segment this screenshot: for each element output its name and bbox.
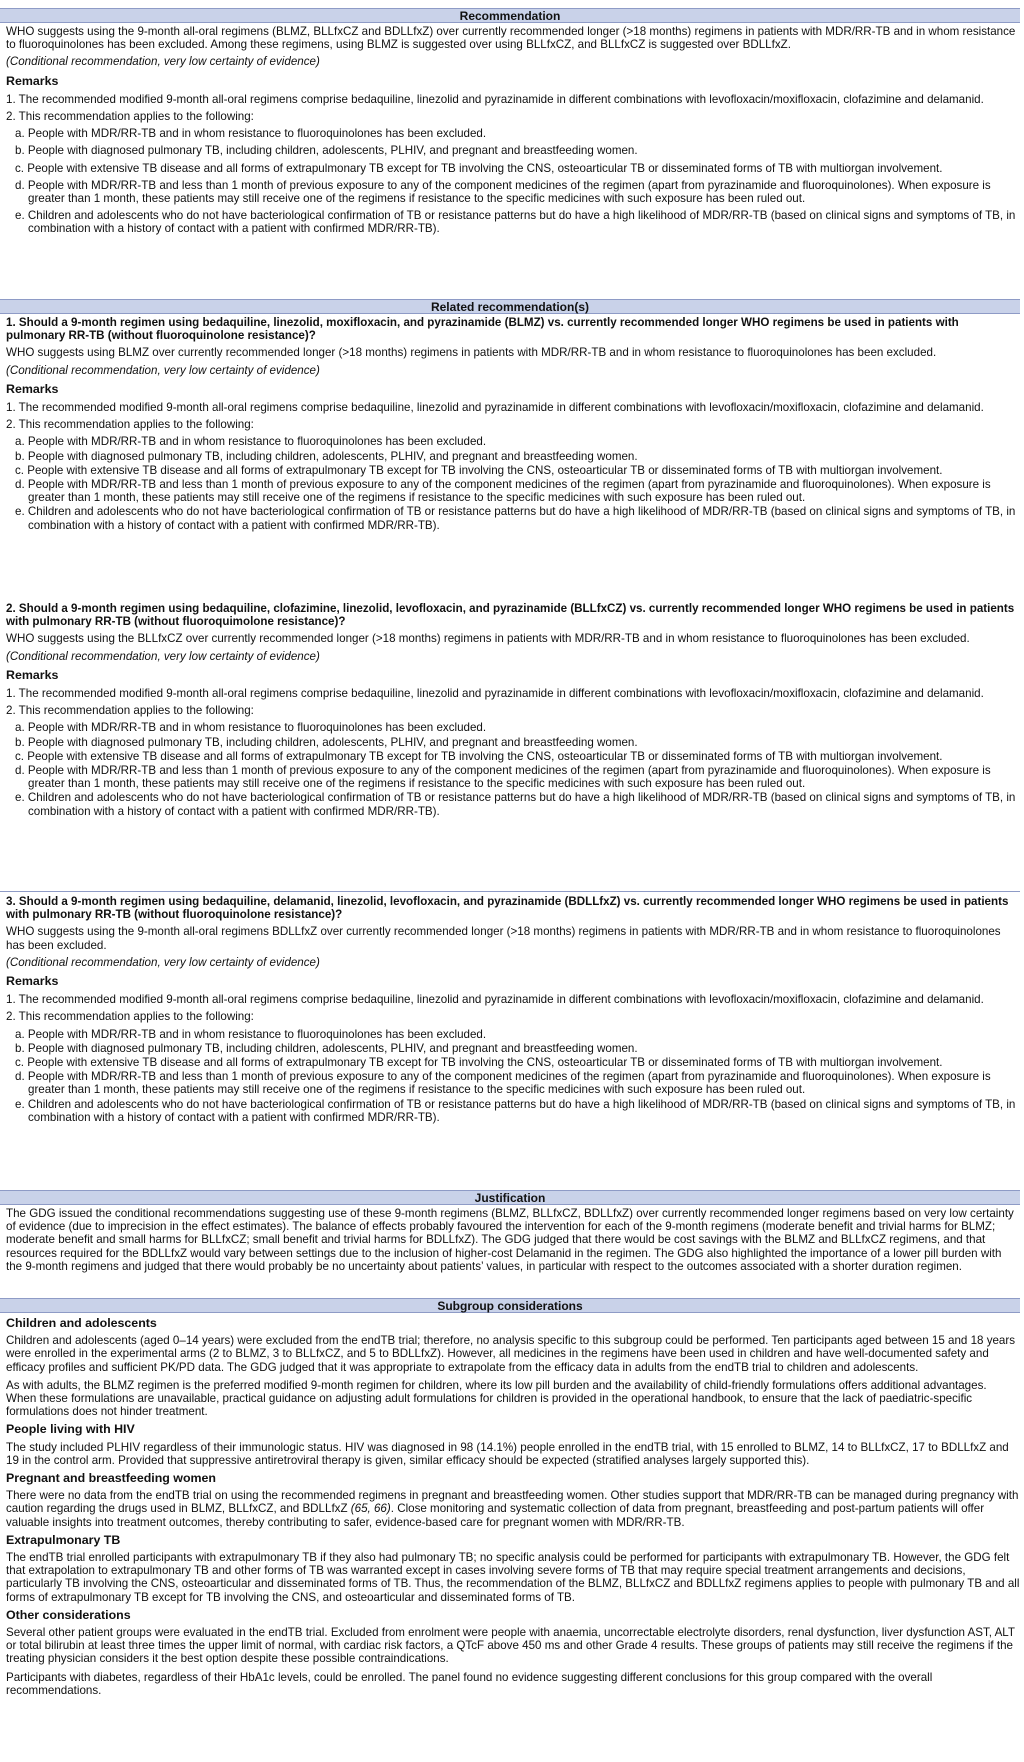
related-q2-block [0,602,1020,819]
related-q2-question: 2. Should a 9-month regimen using bedaquiline, clofazimine, linezolid, levofloxacin, and pyrazinamide (BLLfxCZ) vs. currently recommended longer WHO regimens be used in patients with pulmonary RR-TB (without fluoroquimolone resistance)? [6,602,1015,629]
related-q2-remark-1: 1. The recommended modified 9-month all-oral regimens comprise bedaquiline, linezolid and pyrazinamide in different combinations with levofloxacin/moxifloxacin, clofazimine and delamanid. [6,687,984,701]
subgroup-other-p1: Several other patient groups were evaluated in the endTB trial. Excluded from enrolment were people with anaemia, uncorrectable electrolyte disorders, renal dysfunction, liver dysfunction AST, ALT or total bilirubin at least three times the upper limit of normal, with cardiac risk factors, a QTcF above 450 ms and other Grade 4 results. These groups of patients may still receive the regimens if the treating physician considers it the best option despite these possible contraindications. [6,1626,1015,1666]
justification-text: The GDG issued the conditional recommendations suggesting use of these 9-month regimens (BLMZ, BLLfxCZ, BDLLfxZ) over currently recommended longer regimens based on very low certainty of evidence (due to imprecision in the effect estimates). The balance of effects probably favoured the intervention for each of the 9-month regimens (moderate benefit and trivial harms for BLMZ; moderate benefit and small harms for BLLfxCZ; small benefit and trivial harms for BDLLfxZ). The GDG judged that there would be cost savings with the BLMZ and BLLfxCZ regimens, and that resources required for the BDLLfxZ would vary between settings due to the inclusion of higher-cost Delamanid in the regimen. The GDG also highlighted the importance of a lower pill burden with the 9-month regimens and judged that there would probably be no uncertainty about patients’ values, in particular with respect to the outcomes associated with a shorter duration regimen. [6,1207,1014,1273]
recommendation-remarks-title: Remarks [6,73,59,88]
related-header: Related recommendation(s) [0,299,1020,314]
recommendation-item-c: c. People with extensive TB disease and all forms of extrapulmonary TB except for TB involving the CNS, osteoarticular TB or disseminated forms of TB with multiorgan involvement. [15,161,943,175]
related-q3-remark-1: 1. The recommended modified 9-month all-oral regimens comprise bedaquiline, linezolid and pyrazinamide in different combinations with levofloxacin/moxifloxacin, clofazimine and delamanid. [6,993,984,1007]
subgroup-hiv-title: People living with HIV [6,1422,135,1437]
related-q3-item-a: a. People with MDR/RR-TB and in whom resistance to fluoroquinolones has been excluded. [15,1027,487,1041]
related-q1-item-a: a. People with MDR/RR-TB and in whom resistance to fluoroquinolones has been excluded. [15,435,487,449]
related-q1-item-d: d. People with MDR/RR-TB and less than 1 month of previous exposure to any of the component medicines of the regimen (apart from pyrazinamide and fluoroquinolones). When exposure is greater than 1 month, these patients may still receive one of the regimens if resistance to the specific medicines with such exposure has been ruled out. [15,478,991,505]
related-q1-block [0,316,1020,533]
related-q3-remarks-title: Remarks [6,974,59,989]
related-q3-block [0,895,1020,1125]
related-q2-strength: (Conditional recommendation, very low certainty of evidence) [6,649,320,663]
related-q2-item-c: c. People with extensive TB disease and all forms of extrapulmonary TB except for TB involving the CNS, osteoarticular TB or disseminated forms of TB with multiorgan involvement. [15,749,943,763]
related-q1-text: WHO suggests using BLMZ over currently recommended longer (>18 months) regimens in patients with MDR/RR-TB and in whom resistance to fluoroquinolones has been excluded. [6,346,937,360]
subgroup-header: Subgroup considerations [0,1298,1020,1313]
recommendation-item-b: b. People with diagnosed pulmonary TB, including children, adolescents, PLHIV, and pregnant and breastfeeding women. [15,144,638,158]
subgroup-block [0,1314,1020,1701]
related-q3-text: WHO suggests using the 9-month all-oral regimens BDLLfxZ over currently recommended longer (>18 months) regimens in patients with MDR/RR-TB and in whom resistance to fluoroquinolones has been excluded. [6,925,1001,952]
subgroup-extrapulmonary-p1: The endTB trial enrolled participants with extrapulmonary TB if they also had pulmonary TB; no specific analysis could be performed for participants with extrapulmonary TB. However, the GDG felt that extrapolation to extrapulmonary TB and other forms of TB was warranted except in cases involving severe forms of TB that may require special treatment arrangements and decisions, particularly TB involving the CNS, osteoarticular and disseminated forms of TB. Thus, the recommendation of the BLMZ, BLLfxCZ and BDLLfxZ regimens applies to people with pulmonary TB and all forms of extrapulmonary TB except for TB involving the CNS, and osteoarticular and disseminated forms of TB. [6,1551,1020,1604]
subgroup-other-title: Other considerations [6,1607,131,1622]
related-q1-item-b: b. People with diagnosed pulmonary TB, including children, adolescents, PLHIV, and pregnant and breastfeeding women. [15,449,638,463]
subgroup-extrapulmonary-title: Extrapulmonary TB [6,1532,121,1547]
subgroup-children-title: Children and adolescents [6,1316,157,1330]
related-q2-item-e: e. Children and adolescents who do not have bacteriological confirmation of TB or resistance patterns but do have a high likelihood of MDR/RR-TB (based on clinical signs and symptoms of TB, in combination with a history of contact with a patient with confirmed MDR/RR-TB). [15,791,1016,818]
related-q1-item-c: c. People with extensive TB disease and all forms of extrapulmonary TB except for TB involving the CNS, osteoarticular TB or disseminated forms of TB with multiorgan involvement. [15,463,943,477]
related-q2-item-a: a. People with MDR/RR-TB and in whom resistance to fluoroquinolones has been excluded. [15,721,487,735]
recommendation-item-a: a. People with MDR/RR-TB and in whom resistance to fluoroquinolones has been excluded. [15,127,487,141]
related-q3-remark-2: 2. This recommendation applies to the following: [6,1010,254,1024]
recommendation-remark-1: 1. The recommended modified 9-month all-oral regimens comprise bedaquiline, linezolid and pyrazinamide in different combinations with levofloxacin/moxifloxacin, clofazimine and delamanid. [6,92,984,106]
pregnant-citation: (65, 66) [350,1502,391,1516]
subgroup-other-p2: Participants with diabetes, regardless of their HbA1c levels, could be enrolled. The panel found no evidence suggesting different conclusions for this group compared with the overall recommendations. [6,1670,933,1697]
related-q2-remarks-title: Remarks [6,667,59,682]
related-q3-question: 3. Should a 9-month regimen using bedaquiline, delamanid, linezolid, levofloxacin, and pyrazinamide (BDLLfxZ) vs. currently recommended longer WHO regimens be used in patients with pulmonary RR-TB (without fluoroquinolone resistance)? [6,895,1009,922]
related-q1-remark-1: 1. The recommended modified 9-month all-oral regimens comprise bedaquiline, linezolid and pyrazinamide in different combinations with levofloxacin/moxifloxacin, clofazimine and delamanid. [6,401,984,415]
related-q3-item-e: e. Children and adolescents who do not have bacteriological confirmation of TB or resistance patterns but do have a high likelihood of MDR/RR-TB (based on clinical signs and symptoms of TB, in combination with a history of contact with a patient with confirmed MDR/RR-TB). [15,1097,1016,1124]
recommendation-text: WHO suggests using the 9-month all-oral regimens (BLMZ, BLLfxCZ and BDLLfxZ) over currently recommended longer (>18 months) regimens in patients with MDR/RR-TB and in whom resistance to fluoroquinolones has been excluded. Among these regimens, using BLMZ is suggested over using BLLfxCZ, and BLLfxCZ is suggested over BDLLfxZ. [6,25,1016,52]
related-q3-item-b: b. People with diagnosed pulmonary TB, including children, adolescents, PLHIV, and pregnant and breastfeeding women. [15,1041,638,1055]
question-divider [0,891,1020,892]
justification-header: Justification [0,1190,1020,1205]
recommendation-item-e: e. Children and adolescents who do not have bacteriological confirmation of TB or resistance patterns but do have a high likelihood of MDR/RR-TB (based on clinical signs and symptoms of TB, in combination with a history of contact with a patient with confirmed MDR/RR-TB). [15,209,1016,236]
related-q1-remarks-title: Remarks [6,381,59,396]
related-q2-item-b: b. People with diagnosed pulmonary TB, including children, adolescents, PLHIV, and pregnant and breastfeeding women. [15,735,638,749]
recommendation-strength: (Conditional recommendation, very low certainty of evidence) [6,55,320,69]
related-q3-item-c: c. People with extensive TB disease and all forms of extrapulmonary TB except for TB involving the CNS, osteoarticular TB or disseminated forms of TB with multiorgan involvement. [15,1056,943,1070]
related-q2-item-d: d. People with MDR/RR-TB and less than 1 month of previous exposure to any of the component medicines of the regimen (apart from pyrazinamide and fluoroquinolones). When exposure is greater than 1 month, these patients may still receive one of the regimens if resistance to the specific medicines with such exposure has been ruled out. [15,764,991,791]
recommendation-block [0,25,1020,240]
pregnant-text-after: . Close monitoring and systematic collection of data from pregnant, breastfeeding and post-partum patients will offer valuable insights into treatment outcomes, thereby contributing to safer, evidence-based care for pregnant women with MDR/RR-TB. [6,1502,985,1529]
related-q3-item-d: d. People with MDR/RR-TB and less than 1 month of previous exposure to any of the component medicines of the regimen (apart from pyrazinamide and fluoroquinolones). When exposure is greater than 1 month, these patients may still receive one of the regimens if resistance to the specific medicines with such exposure has been ruled out. [15,1070,991,1097]
related-q3-strength: (Conditional recommendation, very low certainty of evidence) [6,955,320,969]
related-q2-remark-2: 2. This recommendation applies to the following: [6,704,254,718]
recommendation-remark-2: 2. This recommendation applies to the following: [6,110,254,124]
related-q1-remark-2: 2. This recommendation applies to the following: [6,418,254,432]
subgroup-children-p2: As with adults, the BLMZ regimen is the preferred modified 9-month regimen for children, where its low pill burden and the availability of child-friendly formulations offers additional advantages. When these formulations are unavailable, practical guidance on adjusting adult formulations for children is provided in the operational handbook, to ensure that the lack of paediatric-specific formulations does not hinder treatment. [6,1378,987,1419]
recommendation-item-d: d. People with MDR/RR-TB and less than 1 month of previous exposure to any of the component medicines of the regimen (apart from pyrazinamide and fluoroquinolones). When exposure is greater than 1 month, these patients may still receive one of the regimens if resistance to the specific medicines with such exposure has been ruled out. [15,178,991,206]
subgroup-children-p1: Children and adolescents (aged 0–14 years) were excluded from the endTB trial; therefore, no analysis specific to this subgroup could be performed. Ten participants aged between 15 and 18 years were enrolled in the experimental arms (2 to BLMZ, 3 to BLLfxCZ, and 5 to BDLLfxZ). However, all medicines in the regimens have been used in children and have well-documented safety and efficacy profiles and sufficient PK/PD data. The GDG judged that it was appropriate to extrapolate from the efficacy data in adults from the endTB trial to children and adolescents. [6,1334,1016,1374]
related-q1-strength: (Conditional recommendation, very low certainty of evidence) [6,363,320,377]
recommendation-header: Recommendation [0,8,1020,23]
justification-block [0,1207,1020,1277]
subgroup-hiv-p1: The study included PLHIV regardless of their immunologic status. HIV was diagnosed in 98 (14.1%) people enrolled in the endTB trial, with 15 enrolled to BLMZ, 14 to BLLfxCZ, 17 to BDLLfxZ and 19 in the control arm. Provided that suppressive antiretroviral therapy is given, similar efficacy should be expected (stratified analyses largely supported this). [6,1440,1009,1467]
related-q2-text: WHO suggests using the BLLfxCZ over currently recommended longer (>18 months) regimens in patients with MDR/RR-TB and in whom resistance to fluoroquinolones has been excluded. [6,632,970,646]
subgroup-pregnant-title: Pregnant and breastfeeding women [6,1471,216,1486]
related-q1-item-e: e. Children and adolescents who do not have bacteriological confirmation of TB or resistance patterns but do have a high likelihood of MDR/RR-TB (based on clinical signs and symptoms of TB, in combination with a history of contact with a patient with confirmed MDR/RR-TB). [15,505,1016,532]
subgroup-pregnant-p1 [6,1489,1020,1529]
pregnant-text-before: There were no data from the endTB trial on using the recommended regimens in pregnant and breastfeeding women. Other studies support that MDR/RR-TB can be managed during pregnancy with caution regarding the drugs used in BLMZ, BLLfxCZ, and BDLLfxZ [6,1489,1019,1516]
related-q1-question: 1. Should a 9-month regimen using bedaquiline, linezolid, moxifloxacin, and pyrazinamide (BLMZ) vs. currently recommended longer WHO regimens be used in patients with pulmonary RR-TB (without fluoroquinolone resistance)? [6,316,959,343]
